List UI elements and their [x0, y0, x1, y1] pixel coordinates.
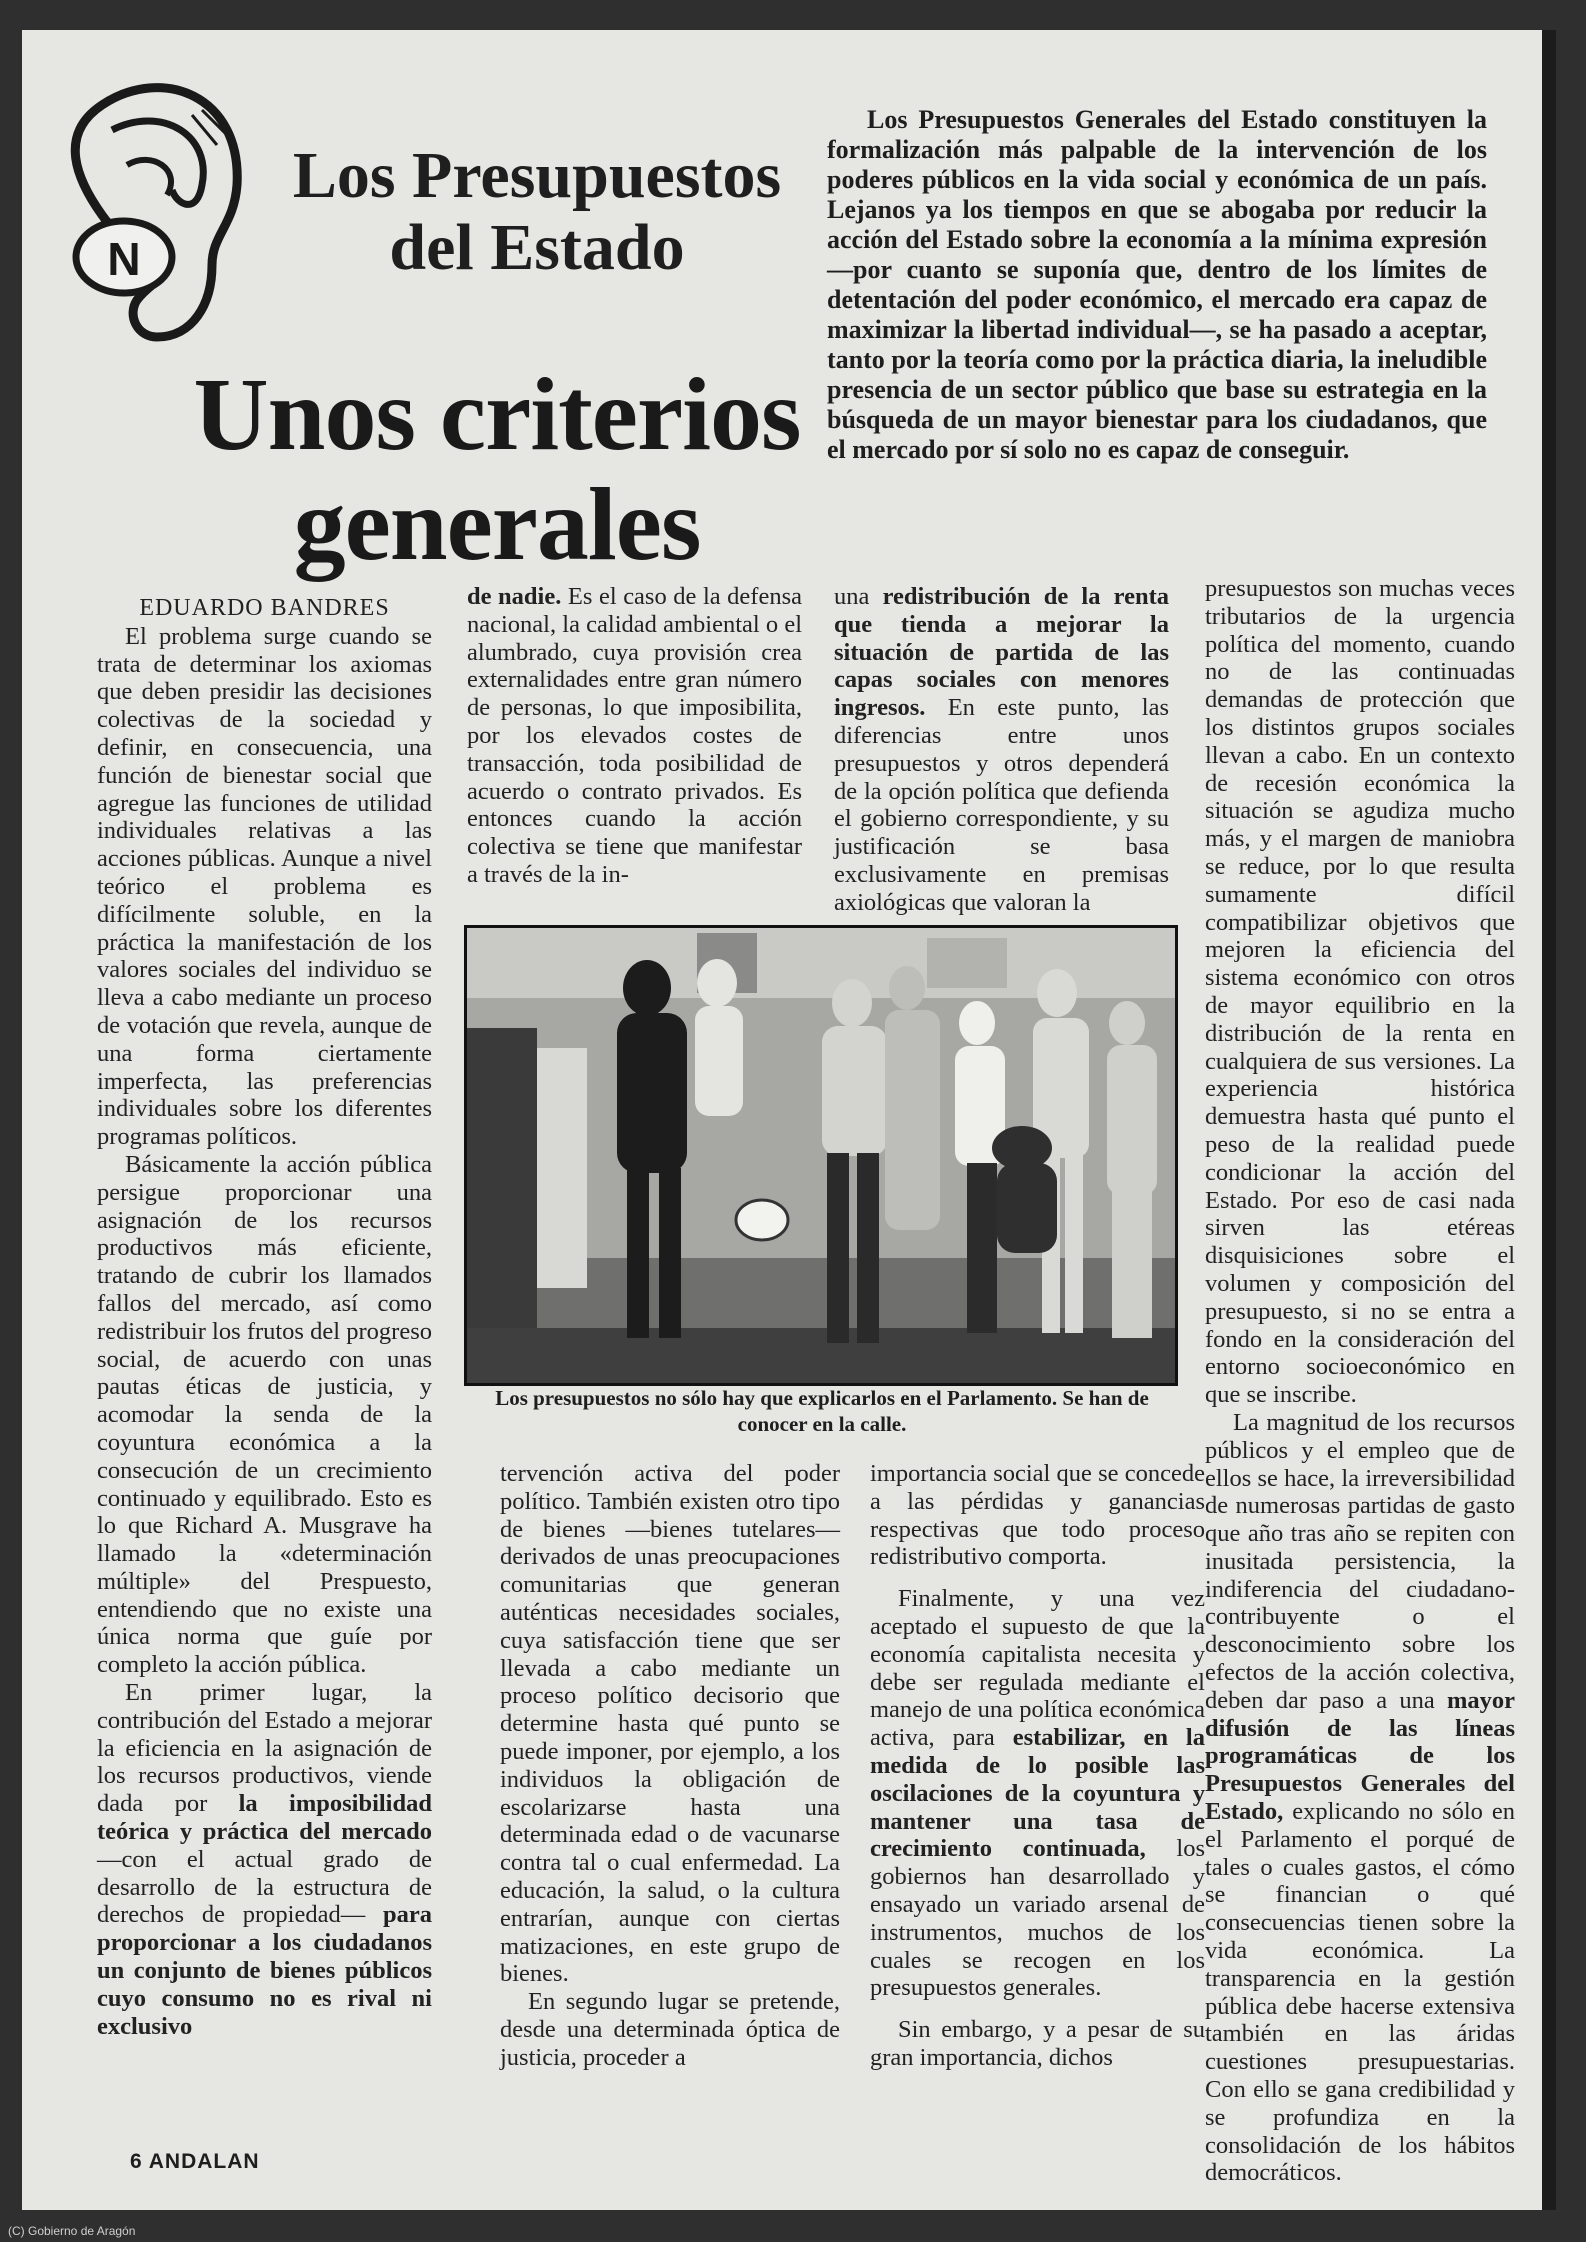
col3-p2-text-a: Finalmente, y una vez aceptado el supuesto de que la economía capitalista necesita y debe ser regulada mediante el manejo de una política económica activa, para	[870, 1585, 1205, 1752]
col4-paragraph-2	[1205, 1409, 1515, 2187]
photo-illustration	[467, 928, 1175, 1383]
col3-bottom-paragraph-2	[870, 1585, 1205, 2002]
col4-paragraph-1: presupuestos son muchas veces tributarios de la urgencia política del momento, cuando no de las continuadas demandas de protección que los distintos grupos sociales llevan a cabo. En un contexto de recesión económica la situación se agudiza mucho más, y el margen de maniobra se reduce, por lo que resulta sumamente difícil compatibilizar objetivos que mejoren la eficiencia del sistema económico con otros de mayor equilibrio en la distribución de la renta en cualquiera de sus versiones. La experiencia histórica demuestra hasta qué punto el peso de la realidad puede condicionar la acción del Estado. Por eso de casi nada sirven las etéreas disquisiciones sobre el volumen y composición del presupuesto, si no se entra a fondo en la consideración del entorno socioeconómico en que se inscribe.	[1205, 575, 1515, 1409]
ear-logo-icon	[42, 75, 247, 345]
col4-p2-text-c: explicando no sólo en el Parlamento el porqué de tales o cuales gastos, el cómo se financian o qué consecuencias tienen sobre la vida económica. La transparencia en la gestión pública debe hacerse extensiva también en las áridas cuestiones presupuestarias. Con ello se gana credibilidad y se profundiza en la consolidación de los hábitos democráticos.	[1205, 1798, 1515, 2187]
author-byline: EDUARDO BANDRES	[139, 595, 390, 621]
column-3-top	[834, 583, 1169, 917]
copyright-credit: (C) Gobierno de Aragón	[8, 2224, 136, 2238]
col1-paragraph-2: Básicamente la acción pública persigue proporcionar una asignación de los recursos productivos más eficiente, tratando de cubrir los llamados fallos del mercado, así como redistribuir los frutos del progreso social, de acuerdo con unas pautas éticas de justicia, y acomodar la senda de la coyuntura económica a la consecución de un crecimiento continuado y equilibrado. Esto es lo que Richard A. Musgrave ha llamado la «determinación múltiple» del Prespuesto, entendiendo que no existe una única norma que guíe por completo la acción pública.	[97, 1150, 432, 1679]
col1-p3-bold-1: la imposibilidad teórica y práctica del mercado	[97, 1790, 432, 1846]
col3-p2-bold: estabilizar, en la medida de lo posible las oscilaciones de la coyuntura y mantener una tasa de crecimiento continuada,	[870, 1724, 1205, 1863]
column-3-bottom	[870, 1460, 1205, 2072]
page-number: 6	[130, 2150, 143, 2173]
section-title-line1: Los Presupuestos	[292, 139, 782, 212]
publication-name: ANDALAN	[148, 2150, 260, 2173]
column-2-bottom	[500, 1460, 840, 2072]
col3-top-paragraph	[834, 583, 1169, 917]
headline-line2: generales	[293, 467, 701, 582]
col3-bottom-paragraph-3: Sin embargo, y a pesar de su gran importancia, dichos	[870, 2016, 1205, 2071]
col3-top-text-1: una	[834, 583, 883, 610]
col1-paragraph-1: El problema surge cuando se trata de determinar los axiomas que deben presidir las decisiones colectivas de la sociedad y definir, en consecuencia, una función de bienestar social que agregue las funciones de utilidad individuales relativas a las acciones públicas. Aunque a nivel teórico el problema es difícilmente soluble, en la práctica la manifestación de los valores sociales del individuo se lleva a cabo mediante un proceso de votación que revela, aunque de una forma ciertamente imperfecta, las preferencias individuales sobre los diferentes programas políticos.	[97, 622, 432, 1151]
section-title-line2: del Estado	[389, 211, 685, 284]
headline-line1: Unos criterios	[193, 357, 801, 472]
col1-p3-bold-2: para proporcionar a los ciudadanos un conjunto de bienes públicos cuyo consumo no es rival ni exclusivo	[97, 1901, 432, 2040]
col2-top-text: Es el caso de la defensa nacional, la calidad ambiental o el alumbrado, cuya provisión crea externalidades entre gran número de personas, lo que imposibilita, por los elevados costes de transacción, toda posibilidad de acuerdo o contrato privados. Es entonces cuando la acción colectiva se tiene que manifestar a través de la in-	[467, 583, 802, 888]
col4-p2-text-a: La magnitud de los recursos públicos y el empleo que de ellos se hace, la irreversibilidad de numerosas partidas de gasto que año tras año se repiten con inusitada persistencia, la indiferencia del ciudadano-contribuyente o el desconocimiento sobre los efectos de la acción colectiva, deben dar paso a una	[1205, 1408, 1515, 1714]
page-footer	[130, 2150, 260, 2174]
col3-top-bold: redistribución de la renta que tienda a mejorar la situación de partida de las capas sociales con menores ingresos.	[834, 583, 1169, 722]
headline	[172, 357, 822, 582]
section-title	[252, 140, 822, 284]
col2-top-bold: de nadie.	[467, 583, 562, 610]
logo-letter: N	[107, 233, 141, 285]
col2-bottom-paragraph-1: tervención activa del poder político. También existen otro tipo de bienes —bienes tutelares— derivados de unas preocupaciones comunitarias que generan auténticas necesidades sociales, cuya satisfacción tiene que ser llevada a cabo mediante un proceso político decisorio que determine hasta qué punto se puede imponer, por ejemplo, a los individuos la obligación de escolarizarse hasta una determinada edad o de vacunarse contra tal o cual enfermedad. La educación, la salud, o la cultura entrarían, aunque con ciertas matizaciones, en este grupo de bienes.	[500, 1460, 840, 1988]
col1-paragraph-3	[97, 1679, 432, 2040]
col2-top-paragraph	[467, 583, 802, 889]
street-crowd-photo	[464, 925, 1178, 1386]
col1-p3-text-c: —con el actual grado de desarrollo de la estructura de derechos de propiedad—	[97, 1845, 432, 1929]
col3-bottom-paragraph-1: importancia social que se concede a las pérdidas y ganancias respectivas que todo proceso redistributivo comporta.	[870, 1460, 1205, 1571]
col4-p2-bold: mayor difusión de las líneas programáticas de los Presupuestos Generales del Estado,	[1205, 1686, 1515, 1826]
col1-p3-text-a: En primer lugar, la contribución del Estado a mejorar la eficiencia en la asignación de los recursos productivos, viende dada por	[97, 1679, 432, 1818]
column-4	[1205, 575, 1515, 2187]
col3-p2-text-c: los gobiernos han desarrollado y ensayado un variado arsenal de instrumentos, muchos de los cuales se recogen en los presupuestos generales.	[870, 1835, 1205, 2002]
col3-top-text-2: En este punto, las diferencias entre unos presupuestos y otros dependerá de la opción política que defienda el gobierno correspondiente, y su justificación se basa exclusivamente en premisas axiológicas que valoran la	[834, 694, 1169, 916]
photo-caption: Los presupuestos no sólo hay que explicarlos en el Parlamento. Se han de conocer en la calle.	[495, 1386, 1149, 1436]
column-1	[97, 595, 432, 2040]
column-2-top	[467, 583, 802, 889]
col2-bottom-paragraph-2: En segundo lugar se pretende, desde una determinada óptica de justicia, proceder a	[500, 1988, 840, 2071]
newspaper-page	[22, 30, 1556, 2210]
lead-paragraph: Los Presupuestos Generales del Estado constituyen la formalización más palpable de la intervención de los poderes públicos en la vida social y económica de un país. Lejanos ya los tiempos en que se abogaba por reducir la acción del Estado sobre la economía a la mínima expresión —por cuanto se suponía que, dentro de los límites de detentación del poder económico, el mercado era capaz de maximizar la libertad individual—, se ha pasado a aceptar, tanto por la teoría como por la práctica diaria, la ineludible presencia de un sector público que base su estrategia en la búsqueda de un mayor bienestar para los ciudadanos, que el mercado por sí solo no es capaz de conseguir.	[827, 105, 1487, 464]
